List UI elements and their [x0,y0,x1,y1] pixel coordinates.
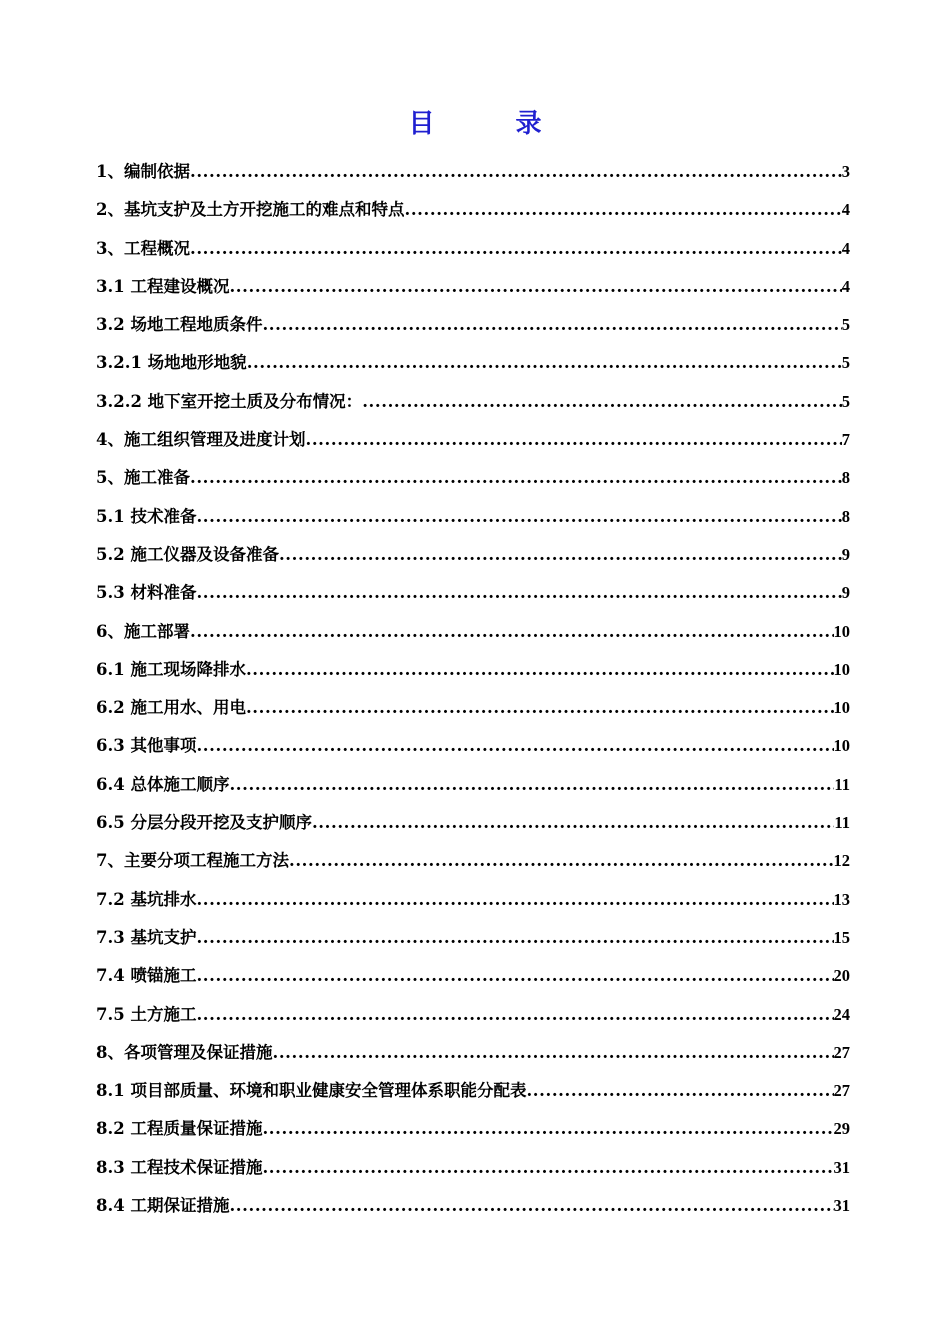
toc-entry-page: 5 [841,353,850,373]
toc-entry[interactable] [96,996,850,1034]
toc-entry[interactable] [96,383,850,421]
dot-leader [247,344,842,382]
toc-entry-label: 7.4 喷锚施工 [96,966,197,986]
toc-entry[interactable] [96,153,850,191]
toc-entry[interactable] [96,421,850,459]
toc-entry-page: 10 [833,659,850,679]
toc-entry[interactable] [96,268,850,306]
dot-leader [262,1110,833,1148]
toc-entry-label: 4、施工组织管理及进度计划 [96,430,306,450]
toc-entry-page: 5 [841,315,850,335]
dot-leader [196,574,841,612]
toc-entry[interactable] [96,1149,850,1187]
toc-entry-page: 27 [833,1081,850,1101]
toc-entry-label: 6.1 施工现场降排水 [96,659,246,679]
toc-entry[interactable] [96,957,850,995]
toc-title: 目 录 [408,109,578,139]
toc-entry-page: 15 [833,927,850,947]
toc-entry-page: 7 [841,430,850,450]
toc-entry-page: 24 [833,1004,850,1024]
toc-entry-page: 4 [841,238,850,258]
toc-entry-label: 3.2.1 场地地形地貌 [96,353,247,373]
toc-entry[interactable] [96,766,850,804]
toc-list [96,153,850,1225]
toc-entry-page: 8 [841,468,850,488]
toc-entry-label: 1、编制依据 [96,162,190,181]
toc-entry-label: 6.5 分层分段开挖及支护顺序 [96,813,312,833]
dot-leader [229,766,834,804]
dot-leader [246,651,834,689]
dot-leader [262,1149,833,1187]
toc-entry-label: 3.2 场地工程地质条件 [96,315,263,335]
toc-entry[interactable] [96,1034,850,1072]
toc-entry-page: 9 [841,544,850,564]
toc-entry[interactable] [96,1072,850,1110]
dot-leader [305,421,841,459]
dot-leader [289,842,834,880]
toc-entry-page: 10 [833,621,850,641]
dot-leader [229,268,841,306]
toc-entry[interactable] [96,1187,850,1225]
toc-entry-label: 6.2 施工用水、用电 [96,698,246,718]
toc-entry-label: 2、基坑支护及土方开挖施工的难点和特点 [96,200,405,220]
toc-entry-label: 8.2 工程质量保证措施 [96,1119,263,1139]
toc-entry-page: 3 [841,162,850,181]
toc-entry-label: 7.5 土方施工 [96,1004,197,1024]
toc-entry[interactable] [96,498,850,536]
toc-entry[interactable] [96,344,850,382]
toc-entry[interactable] [96,306,850,344]
toc-entry-page: 10 [833,736,850,756]
toc-entry-page: 10 [833,698,850,718]
toc-entry-page: 27 [833,1042,850,1062]
dot-leader [196,957,833,995]
toc-entry[interactable] [96,1110,850,1148]
toc-entry[interactable] [96,651,850,689]
toc-entry[interactable] [96,881,850,919]
toc-entry-label: 8、各项管理及保证措施 [96,1042,273,1062]
dot-leader [526,1072,833,1110]
toc-entry-label: 8.3 工程技术保证措施 [96,1157,263,1177]
dot-leader [190,613,834,651]
toc-entry-label: 3、工程概况 [96,238,190,258]
toc-entry[interactable] [96,842,850,880]
toc-entry-label: 6、施工部署 [96,621,190,641]
toc-entry-page: 13 [833,889,850,909]
toc-entry-page: 31 [833,1196,850,1216]
dot-leader [190,153,842,191]
dot-leader [196,881,833,919]
toc-entry-page: 20 [833,966,850,986]
dot-leader [196,498,841,536]
dot-leader [312,804,834,842]
toc-entry-page: 4 [841,200,850,220]
toc-entry-page: 29 [833,1119,850,1139]
dot-leader [196,919,833,957]
toc-entry[interactable] [96,689,850,727]
toc-entry-page: 8 [841,506,850,526]
toc-entry-page: 5 [841,391,850,411]
toc-entry-label: 6.4 总体施工顺序 [96,774,230,794]
dot-leader [190,230,842,268]
toc-entry-label: 3.2.2 地下室开挖土质及分布情况： [96,391,363,411]
dot-leader [196,996,833,1034]
dot-leader [190,459,842,497]
toc-entry[interactable] [96,536,850,574]
toc-entry[interactable] [96,574,850,612]
toc-entry-label: 7.3 基坑支护 [96,927,197,947]
toc-entry[interactable] [96,727,850,765]
toc-entry[interactable] [96,459,850,497]
dot-leader [246,689,834,727]
dot-leader [404,191,841,229]
toc-entry-page: 12 [833,851,850,871]
dot-leader [362,383,842,421]
dot-leader [272,1034,833,1072]
toc-entry[interactable] [96,230,850,268]
dot-leader [262,306,841,344]
toc-entry-label: 7、主要分项工程施工方法 [96,851,289,871]
toc-entry-page: 4 [841,276,850,296]
toc-entry-label: 5.2 施工仪器及设备准备 [96,544,279,564]
toc-entry[interactable] [96,191,850,229]
toc-entry[interactable] [96,613,850,651]
toc-entry-label: 7.2 基坑排水 [96,889,197,909]
toc-entry-page: 11 [834,813,850,833]
toc-entry-label: 5、施工准备 [96,468,190,488]
toc-entry-page: 9 [841,583,850,603]
toc-entry-label: 8.4 工期保证措施 [96,1196,230,1216]
dot-leader [279,536,842,574]
toc-entry-label: 3.1 工程建设概况 [96,276,230,296]
toc-entry-page: 11 [834,774,850,794]
toc-entry-label: 5.3 材料准备 [96,583,197,603]
toc-entry-label: 5.1 技术准备 [96,506,197,526]
toc-entry-label: 8.1 项目部质量、环境和职业健康安全管理体系职能分配表 [96,1081,527,1101]
toc-entry[interactable] [96,804,850,842]
toc-entry-label: 6.3 其他事项 [96,736,197,756]
toc-entry-page: 31 [833,1157,850,1177]
dot-leader [196,727,833,765]
toc-entry[interactable] [96,919,850,957]
dot-leader [229,1187,833,1225]
